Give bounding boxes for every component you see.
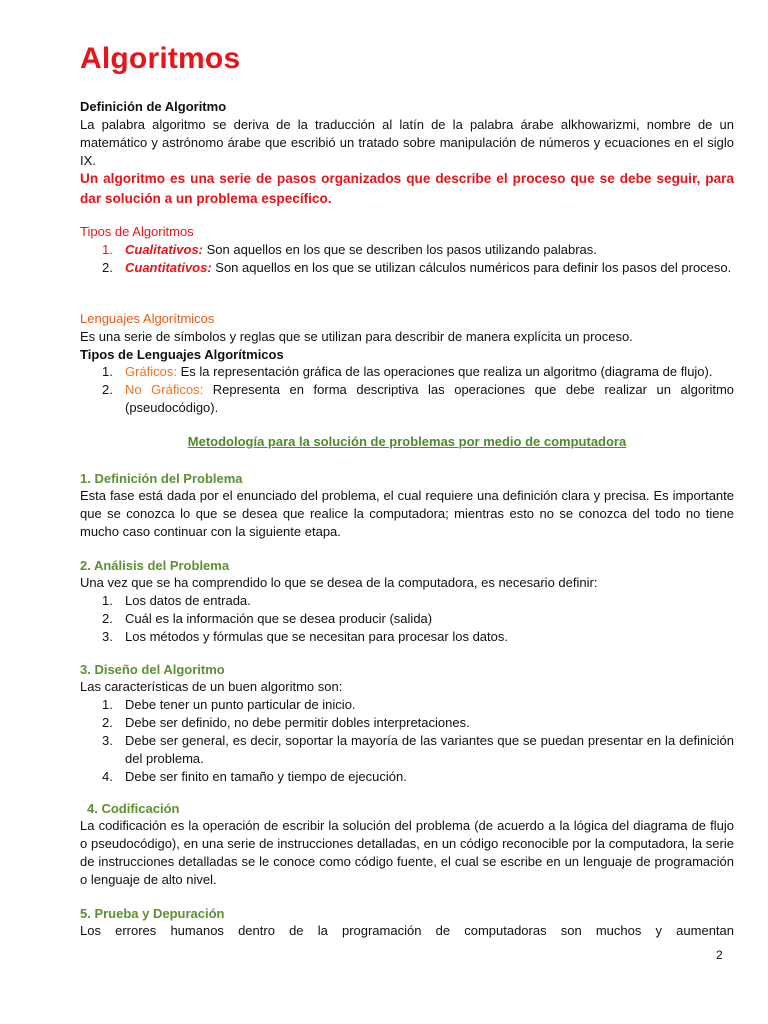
list-number: 2. [102,382,113,397]
list-term: Gráficos: [125,364,178,379]
lenguajes-heading: Lenguajes Algorítmicos [80,311,215,326]
list-item [80,610,734,628]
lenguajes-text: Es una serie de símbolos y reglas que se utilizan para describir de manera explícita un proceso. [80,329,633,344]
list-text: Son aquellos en los que se describen los pasos utilizando palabras. [203,242,597,257]
list-item [80,363,734,381]
list-number: 2. [102,260,113,275]
list-item [80,696,734,714]
section-3-heading: 3. Diseño del Algoritmo [80,662,225,677]
definicion-heading: Definición de Algoritmo [80,99,227,114]
list-number: 1. [102,242,113,257]
list-text: Son aquellos en los que se utilizan cálculos numéricos para definir los pasos del proceso. [211,260,732,275]
list-number: 1. [102,364,113,379]
list-text: Los datos de entrada. [125,593,251,608]
section-4-text: La codificación es la operación de escribir la solución del problema (de acuerdo a la lógica del diagrama de flujo o pseudocódigo), en una serie de instrucciones detalladas, en un código reconocible por la computadora, la serie de instrucciones detalladas se le conoce como código fuente, el cual se escribe en un lenguaje de programación o lenguaje de alto nivel. [80,818,734,887]
list-number: 1. [102,697,113,712]
section-3-list [80,696,734,786]
section-3-text: Las características de un buen algoritmo son: [80,679,343,694]
tipos-lenguajes-heading: Tipos de Lenguajes Algorítmicos [80,347,284,362]
list-number: 3. [102,733,113,748]
list-item [80,732,734,768]
metodologia-heading: Metodología para la solución de problemas por medio de computadora [187,434,627,449]
page-number: 2 [716,948,723,962]
list-text: Representa en forma descriptiva las operaciones que debe realizar un algoritmo (pseudocódigo). [125,382,735,415]
definicion-highlight: Un algoritmo es una serie de pasos organizados que describe el proceso que se debe seguir, para dar solución a un problema específico. [80,171,734,206]
list-number: 1. [102,593,113,608]
list-text: Debe ser general, es decir, soportar la mayoría de las variantes que se puedan presentar en la definición del problema. [125,733,734,766]
list-item [80,241,734,259]
list-item [80,714,734,732]
list-text: Debe ser finito en tamaño y tiempo de ejecución. [125,769,407,784]
list-text: Los métodos y fórmulas que se necesitan para procesar los datos. [125,629,508,644]
tipos-list [80,241,734,277]
list-item [80,628,734,646]
definicion-text: La palabra algoritmo se deriva de la traducción al latín de la palabra árabe alkhowarizmi, nombre de un matemático y astrónomo árabe que escribió un tratado sobre manipulación de números y ecuaciones en el siglo IX. [80,117,734,168]
list-term: Cualitativos: [125,242,204,257]
section-4-heading: 4. Codificación [87,801,180,816]
list-number: 4. [102,769,113,784]
list-item [80,768,734,786]
section-1-text: Esta fase está dada por el enunciado del problema, el cual requiere una definición clara y precisa. Es importante que se conozca lo que se desea que realice la computadora; mientras esto no se conozca del todo no tiene mucho caso continuar con la siguiente etapa. [80,488,734,539]
section-2-text: Una vez que se ha comprendido lo que se desea de la computadora, es necesario definir: [80,575,598,590]
list-number: 2. [102,611,113,626]
list-text: Cuál es la información que se desea producir (salida) [125,611,433,626]
list-term: Cuantitativos: [125,260,212,275]
tipos-heading: Tipos de Algoritmos [80,224,194,239]
list-number: 2. [102,715,113,730]
page-title: Algoritmos [80,42,241,75]
list-item [80,259,734,277]
list-item [80,381,734,417]
section-5-text: Los errores humanos dentro de la programación de computadoras son muchos y aumentan [80,923,734,938]
section-2-list [80,592,734,646]
list-term: No Gráficos: [125,382,204,397]
list-item [80,592,734,610]
section-5-heading: 5. Prueba y Depuración [80,906,225,921]
section-2-heading: 2. Análisis del Problema [80,558,230,573]
section-1-heading: 1. Definición del Problema [80,471,243,486]
list-text: Es la representación gráfica de las operaciones que realiza un algoritmo (diagrama de flujo). [177,364,713,379]
list-text: Debe ser definido, no debe permitir dobles interpretaciones. [125,715,470,730]
list-number: 3. [102,629,113,644]
list-text: Debe tener un punto particular de inicio. [125,697,356,712]
lenguajes-list [80,363,734,417]
